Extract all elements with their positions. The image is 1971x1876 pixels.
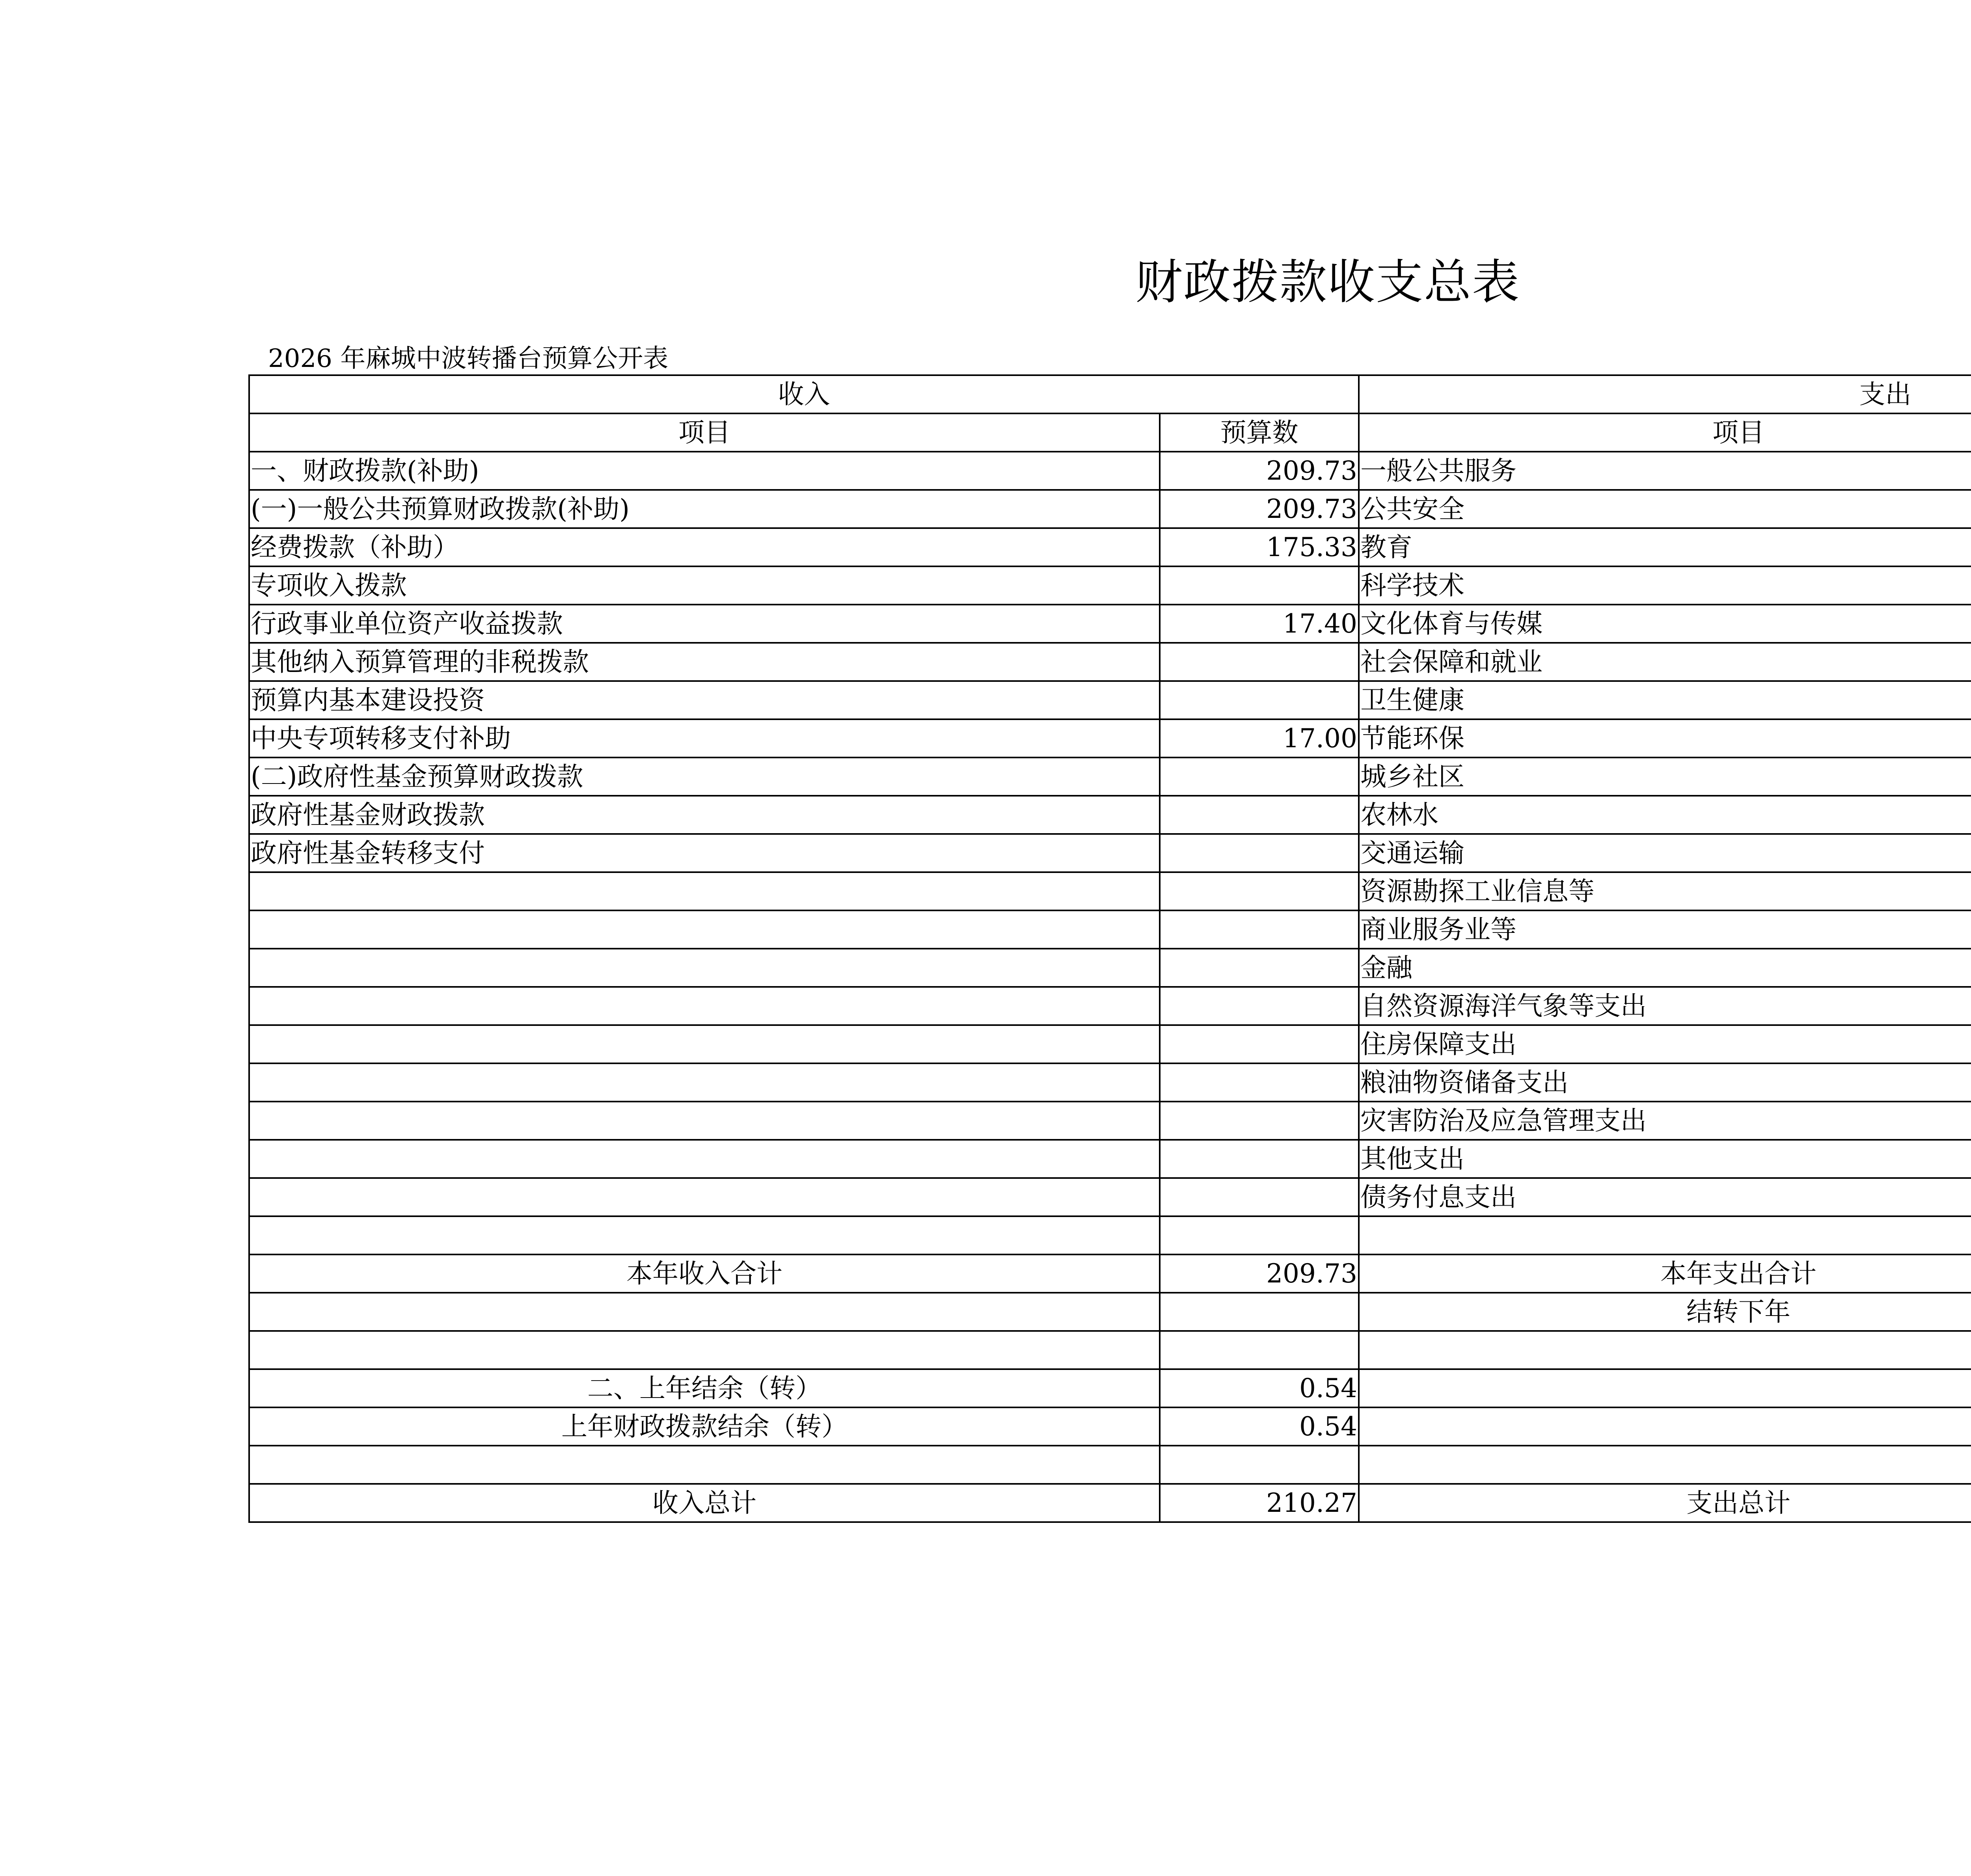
expense-item-cell: 城乡社区: [1359, 757, 1971, 796]
income-budget-cell: [1160, 1446, 1359, 1484]
income-budget-cell: [1160, 643, 1359, 681]
table-row: [249, 681, 1971, 719]
expense-header: 支出: [1359, 375, 1971, 413]
income-item-cell: [249, 910, 1160, 949]
header-row-columns: [249, 413, 1971, 452]
expense-item-cell: 公共安全: [1359, 490, 1971, 528]
table-row: [249, 490, 1971, 528]
table-row: [249, 1484, 1971, 1522]
income-budget-cell: 209.73: [1160, 452, 1359, 490]
income-budget-cell: [1160, 834, 1359, 872]
income-budget-cell: [1160, 1178, 1359, 1216]
income-item-cell: [249, 987, 1160, 1025]
income-item-cell: 二、上年结余（转）: [249, 1369, 1160, 1407]
expense-item-cell: [1359, 1369, 1971, 1407]
expense-item-cell: 文化体育与传媒: [1359, 605, 1971, 643]
income-item-cell: 一、财政拨款(补助): [249, 452, 1160, 490]
table-row: [249, 452, 1971, 490]
table-row: [249, 757, 1971, 796]
income-budget-cell: [1160, 1025, 1359, 1063]
table-row: [249, 1293, 1971, 1331]
income-item-cell: [249, 1063, 1160, 1102]
expense-item-cell: 粮油物资储备支出: [1359, 1063, 1971, 1102]
income-item-cell: 政府性基金财政拨款: [249, 796, 1160, 834]
income-item-cell: 本年收入合计: [249, 1254, 1160, 1293]
income-budget-cell: [1160, 566, 1359, 605]
table-row: [249, 1178, 1971, 1216]
income-item-cell: 专项收入拨款: [249, 566, 1160, 605]
table-row: [249, 1254, 1971, 1293]
table-row: [249, 719, 1971, 757]
expense-item-cell: [1359, 1331, 1971, 1369]
table-subtitle: 2026 年麻城中波转播台预算公开表: [268, 344, 669, 373]
table-row: [249, 1216, 1971, 1254]
expense-item-cell: [1359, 1216, 1971, 1254]
income-budget-cell: 0.54: [1160, 1407, 1359, 1446]
income-budget-cell: [1160, 757, 1359, 796]
income-item-cell: [249, 1446, 1160, 1484]
income-budget-cell: [1160, 872, 1359, 910]
income-item-cell: [249, 1331, 1160, 1369]
expense-item-cell: [1359, 1407, 1971, 1446]
table-row: [249, 1369, 1971, 1407]
table-row: [249, 528, 1971, 566]
income-item-cell: [249, 1178, 1160, 1216]
income-budget-cell: [1160, 1140, 1359, 1178]
expense-item-cell: 社会保障和就业: [1359, 643, 1971, 681]
expense-item-cell: 其他支出: [1359, 1140, 1971, 1178]
income-item-cell: 行政事业单位资产收益拨款: [249, 605, 1160, 643]
income-budget-cell: 209.73: [1160, 490, 1359, 528]
expense-item-cell: 卫生健康: [1359, 681, 1971, 719]
income-item-cell: [249, 872, 1160, 910]
table-row: [249, 643, 1971, 681]
income-item-cell: 中央专项转移支付补助: [249, 719, 1160, 757]
table-row: [249, 987, 1971, 1025]
expense-item-cell: 金融: [1359, 949, 1971, 987]
income-item-cell: [249, 1102, 1160, 1140]
expense-item-cell: 节能环保: [1359, 719, 1971, 757]
income-budget-cell: 175.33: [1160, 528, 1359, 566]
income-budget-cell: [1160, 1102, 1359, 1140]
expense-item-cell: 本年支出合计: [1359, 1254, 1971, 1293]
income-item-header: 项目: [249, 413, 1160, 452]
table-row: [249, 1102, 1971, 1140]
income-budget-cell: [1160, 949, 1359, 987]
income-item-cell: [249, 1216, 1160, 1254]
table-row: [249, 1331, 1971, 1369]
income-budget-cell: [1160, 1331, 1359, 1369]
income-budget-cell: [1160, 910, 1359, 949]
income-item-cell: [249, 1293, 1160, 1331]
table-row: [249, 1063, 1971, 1102]
expense-item-cell: 自然资源海洋气象等支出: [1359, 987, 1971, 1025]
table-row: [249, 910, 1971, 949]
income-item-cell: [249, 1025, 1160, 1063]
expense-item-header: 项目: [1359, 413, 1971, 452]
income-item-cell: 上年财政拨款结余（转）: [249, 1407, 1160, 1446]
table-row: [249, 872, 1971, 910]
income-item-cell: (二)政府性基金预算财政拨款: [249, 757, 1160, 796]
header-row-top: [249, 375, 1971, 413]
expense-item-cell: 住房保障支出: [1359, 1025, 1971, 1063]
budget-table: [248, 374, 1971, 1523]
income-budget-cell: [1160, 1063, 1359, 1102]
expense-item-cell: 结转下年: [1359, 1293, 1971, 1331]
income-item-cell: (一)一般公共预算财政拨款(补助): [249, 490, 1160, 528]
income-header: 收入: [249, 375, 1359, 413]
expense-item-cell: 教育: [1359, 528, 1971, 566]
table-row: [249, 605, 1971, 643]
income-item-cell: 政府性基金转移支付: [249, 834, 1160, 872]
table-row: [249, 834, 1971, 872]
income-budget-header: 预算数: [1160, 413, 1359, 452]
income-item-cell: 经费拨款（补助）: [249, 528, 1160, 566]
income-item-cell: 其他纳入预算管理的非税拨款: [249, 643, 1160, 681]
expense-item-cell: 支出总计: [1359, 1484, 1971, 1522]
income-budget-cell: 17.40: [1160, 605, 1359, 643]
table-row: [249, 949, 1971, 987]
income-budget-cell: [1160, 681, 1359, 719]
table-row: [249, 1446, 1971, 1484]
expense-item-cell: 农林水: [1359, 796, 1971, 834]
budget-table-body: [249, 375, 1971, 1522]
table-row: [249, 1407, 1971, 1446]
income-budget-cell: 209.73: [1160, 1254, 1359, 1293]
page-title: 财政拨款收支总表: [1135, 255, 1520, 310]
income-item-cell: [249, 1140, 1160, 1178]
expense-item-cell: 科学技术: [1359, 566, 1971, 605]
income-item-cell: 预算内基本建设投资: [249, 681, 1160, 719]
income-item-cell: 收入总计: [249, 1484, 1160, 1522]
expense-item-cell: [1359, 1446, 1971, 1484]
table-row: [249, 566, 1971, 605]
table-row: [249, 1025, 1971, 1063]
expense-item-cell: 商业服务业等: [1359, 910, 1971, 949]
income-budget-cell: 17.00: [1160, 719, 1359, 757]
expense-item-cell: 灾害防治及应急管理支出: [1359, 1102, 1971, 1140]
income-budget-cell: [1160, 796, 1359, 834]
income-budget-cell: 0.54: [1160, 1369, 1359, 1407]
table-row: [249, 796, 1971, 834]
income-budget-cell: [1160, 1293, 1359, 1331]
expense-item-cell: 交通运输: [1359, 834, 1971, 872]
expense-item-cell: 债务付息支出: [1359, 1178, 1971, 1216]
table-row: [249, 1140, 1971, 1178]
expense-item-cell: 资源勘探工业信息等: [1359, 872, 1971, 910]
expense-item-cell: 一般公共服务: [1359, 452, 1971, 490]
income-budget-cell: [1160, 1216, 1359, 1254]
income-item-cell: [249, 949, 1160, 987]
income-budget-cell: [1160, 987, 1359, 1025]
income-budget-cell: 210.27: [1160, 1484, 1359, 1522]
